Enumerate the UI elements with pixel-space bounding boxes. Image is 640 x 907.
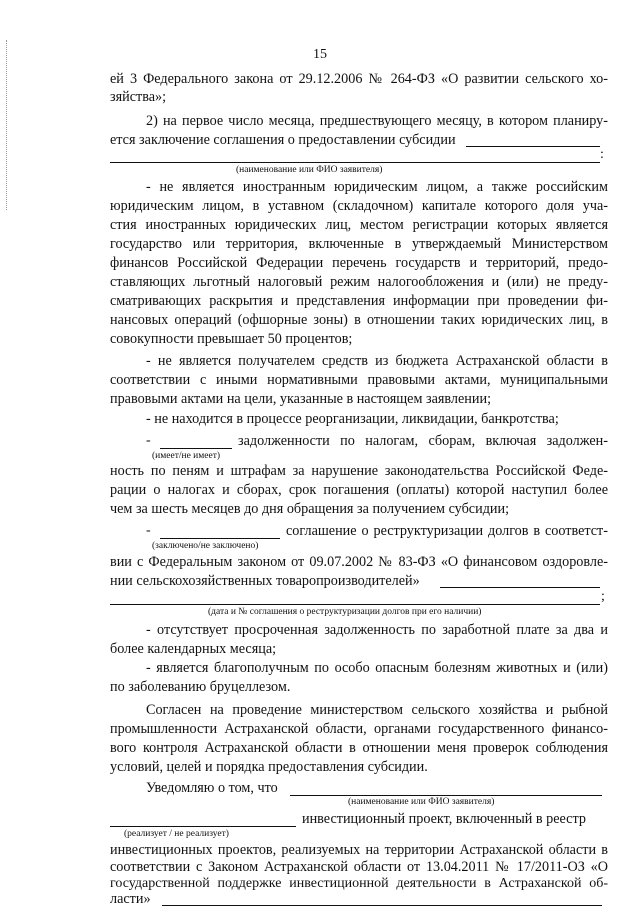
text-line-last: ласти» <box>110 891 151 907</box>
text-line: соглашение о реструктуризации долгов в соответст- <box>286 523 608 539</box>
text-line: условий, целей и порядка предоставления субсидии. <box>110 759 428 775</box>
caption-agreement-date: (дата и № соглашения о реструктуризации долгов при его наличии) <box>208 607 482 617</box>
text-line: ставляющих льготный налоговый режим налогообложения и (или) не преду- <box>110 274 608 290</box>
text-line: правовыми актами на цели, указанные в настоящем заявлении; <box>110 391 492 407</box>
text-line: государственной поддержке инвестиционной деятельности в Астраханской об- <box>110 876 608 891</box>
semicolon-mark: ; <box>601 589 605 604</box>
text-line: зяйства»; <box>110 89 167 105</box>
text-line: вого контроля Астраханской области в отношении меня проверок соблюдения <box>110 740 608 756</box>
text-line: соответствии с иными нормативными правовыми актами, муниципальными <box>110 372 608 388</box>
text-line: нансовых операций (офшорные зоны) в отношении таких юридических лиц, в <box>110 312 608 328</box>
text-line: - не является иностранным юридическим лицом, а также российским <box>146 179 608 195</box>
caption-has-debt: (имеет/не имеет) <box>152 451 221 461</box>
text-line: инвестиционных проектов, реализуемых на территории Астраханской области в <box>110 842 608 858</box>
has-debt-blank <box>160 448 232 449</box>
caption-concluded: (заключено/не заключено) <box>152 541 259 551</box>
dash-mark: - <box>146 433 151 448</box>
text-line: промышленности Астраханской области, органами государственного финансо- <box>110 721 608 737</box>
text-line: стия иностранных юридических лиц, местом регистрации которых является <box>110 217 608 233</box>
colon-mark: : <box>600 147 604 162</box>
caption-applicant: (наименование или ФИО заявителя) <box>236 165 383 175</box>
project-name-blank <box>162 905 602 906</box>
text-line: рации о налогах и сборах, срок погашения (оплаты) которой наступил более <box>110 482 608 498</box>
text-line: 2) на первое число месяца, предшествующего месяцу, в котором планиру- <box>146 113 608 129</box>
realized-blank <box>110 826 296 827</box>
text-line: - не находится в процессе реорганизации, ликвидации, банкротства; <box>146 411 559 427</box>
text-line: ей 3 Федерального закона от 29.12.2006 № 264-ФЗ «О развитии сельского хо- <box>110 71 608 87</box>
text-line: инвестиционный проект, включенный в реестр <box>302 811 586 827</box>
text-line: нии сельскохозяйственных товаропроизводителей» <box>110 573 420 589</box>
text-line: Согласен на проведение министерством сельского хозяйства и рыбной <box>146 702 608 718</box>
text-line: задолженности по налогам, сборам, включая задолжен- <box>238 433 608 449</box>
text-line: соответствии с Законом Астраханской области от 13.04.2011 № 17/2011-ОЗ «О <box>110 859 608 875</box>
text-line: финансов Российской Федерации перечень государств и территорий, предо- <box>110 255 608 271</box>
farmers-law-blank <box>440 587 600 588</box>
text-line: Уведомляю о том, что <box>146 780 278 796</box>
page-number: 15 <box>313 47 327 62</box>
dash-mark: - <box>146 523 151 538</box>
applicant-name-blank <box>110 162 600 163</box>
binding-fold-mark <box>6 40 11 210</box>
text-line: - отсутствует просроченная задолженность по заработной плате за два и <box>146 622 608 638</box>
text-line: - является благополучным по особо опасным болезням животных и (или) <box>146 660 608 676</box>
text-line: совокупности превышает 50 процентов; <box>110 331 353 347</box>
text-line: ется заключение соглашения о предоставлении субсидии <box>110 132 456 148</box>
agreement-date-blank <box>110 604 600 605</box>
caption-applicant-2: (наименование или ФИО заявителя) <box>348 797 495 807</box>
text-line: вии с Федеральным законом от 09.07.2002 № 83-ФЗ «О финансовом оздоровле- <box>110 554 608 570</box>
applicant-name-blank-2 <box>290 795 602 796</box>
text-line: ность по пеням и штрафам за нарушение законодательства Российской Феде- <box>110 463 608 479</box>
text-line: чем за шесть месяцев до дня обращения за получением субсидии; <box>110 501 510 517</box>
caption-realized: (реализует / не реализует) <box>124 829 229 839</box>
subsidy-blank-line <box>466 146 600 147</box>
concluded-blank <box>160 538 280 539</box>
text-line: по заболеванию бруцеллезом. <box>110 679 291 695</box>
text-line: более календарных месяца; <box>110 641 277 657</box>
text-line: сматривающих раскрытия и представления информации при проведении фи- <box>110 293 608 309</box>
text-line: государство или территория, включенные в утверждаемый Министерством <box>110 236 608 252</box>
text-line: - не является получателем средств из бюджета Астраханской области в <box>146 353 608 369</box>
text-line: юридическим лицом, в уставном (складочном) капитале которого доля уча- <box>110 198 608 214</box>
